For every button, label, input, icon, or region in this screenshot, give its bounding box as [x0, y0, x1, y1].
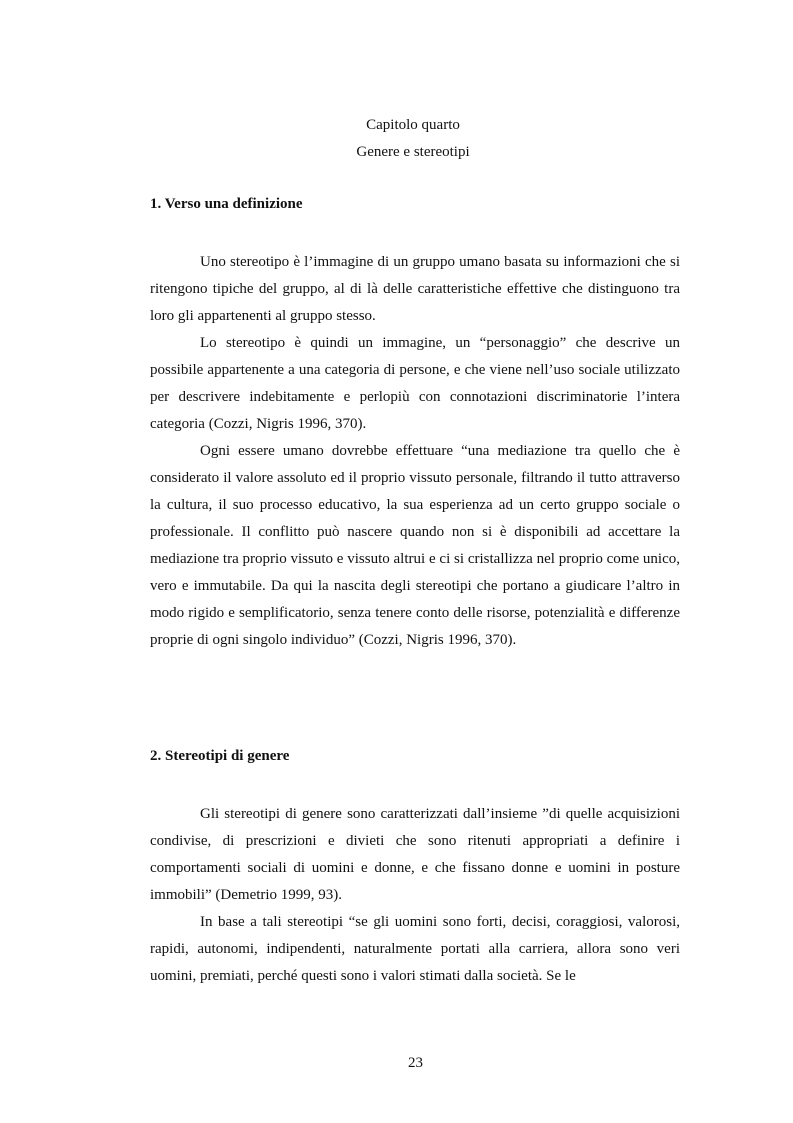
page-number: 23 — [408, 1055, 423, 1071]
paragraph: Gli stereotipi di genere sono caratterizzati dall’insieme ”di quelle acquisizioni condivise, di prescrizioni e divieti che sono ritenuti appropriati a definire i comportamenti sociali di uomini e donne, e che fissano donne e uomini in posture immobili” (Demetrio 1999, 93). — [150, 806, 680, 903]
section-2-body — [150, 801, 680, 990]
section-1-body — [150, 249, 680, 654]
section-heading-2: 2. Stereotipi di genere — [150, 748, 290, 764]
section-heading-1: 1. Verso una definizione — [150, 196, 303, 212]
paragraph: Uno stereotipo è l’immagine di un gruppo umano basata su informazioni che si ritengono tipiche del gruppo, al di là delle caratteristiche effettive che distinguono tra loro gli appartenenti al gruppo stesso. — [150, 254, 680, 324]
chapter-title: Genere e stereotipi — [356, 144, 470, 160]
chapter-label: Capitolo quarto — [366, 117, 460, 133]
chapter-heading — [0, 112, 793, 166]
paragraph: Lo stereotipo è quindi un immagine, un “personaggio” che descrive un possibile appartenente a una categoria di persone, e che viene nell’uso sociale utilizzato per descrivere indebitamente e perlopiù con connotazioni discriminatorie l’intera categoria (Cozzi, Nigris 1996, 370). — [150, 335, 680, 432]
paragraph: Ogni essere umano dovrebbe effettuare “una mediazione tra quello che è considerato il valore assoluto ed il proprio vissuto personale, filtrando il tutto attraverso la cultura, il suo processo educativo, la sua esperienza ad un certo gruppo sociale o professionale. Il conflitto può nascere quando non si è disponibili ad accettare la mediazione tra proprio vissuto e vissuto altrui e ci si cristallizza nel proprio come unico, vero e immutabile. Da qui la nascita degli stereotipi che portano a giudicare l’altro in modo rigido e semplificatorio, senza tenere conto delle risorse, potenzialità e differenze proprie di ogni singolo individuo” (Cozzi, Nigris 1996, 370). — [150, 443, 680, 648]
paragraph: In base a tali stereotipi “se gli uomini sono forti, decisi, coraggiosi, valorosi, rapidi, autonomi, indipendenti, naturalmente portati alla carriera, allora sono veri uomini, premiati, perché questi sono i valori stimati dalla società. Se le — [150, 914, 680, 984]
